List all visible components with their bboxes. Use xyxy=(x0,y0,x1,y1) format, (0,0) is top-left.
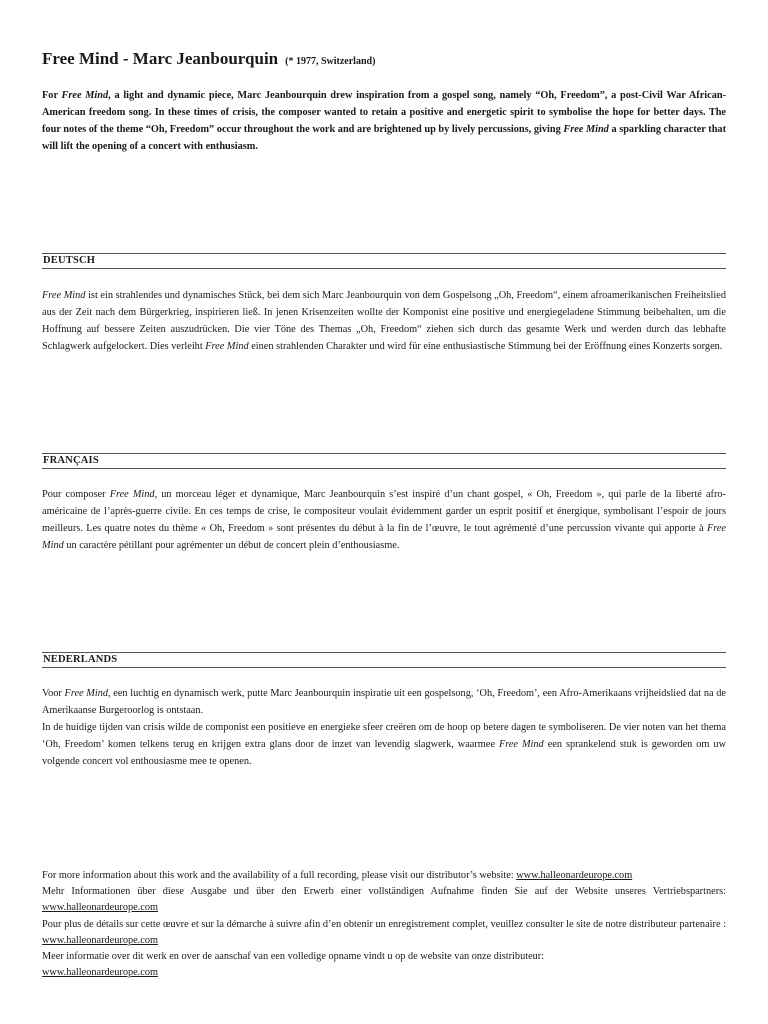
work-title-italic: Free Mind xyxy=(498,739,544,750)
footer-line-en xyxy=(42,868,726,884)
work-title-italic: Free Mind xyxy=(61,90,109,101)
work-title-italic: Free Mind xyxy=(42,290,86,301)
distributor-link[interactable]: www.halleonardeurope.com xyxy=(42,967,158,979)
work-title-italic: Free Mind xyxy=(64,688,109,699)
footer-text-de: Mehr Informationen über diese Ausgabe und über den Erwerb einer vollständigen Aufnahme finden Sie auf der Website unseres Vertriebspartners: xyxy=(42,886,726,898)
section-heading-label: FRANÇAIS xyxy=(43,455,99,466)
francais-text-3: un caractère pétillant pour agrémenter un début de concert plein d’enthousiasme. xyxy=(63,540,400,551)
footer-line-fr xyxy=(42,917,726,949)
section-heading-nederlands xyxy=(42,652,726,668)
paragraph-deutsch xyxy=(42,287,726,355)
deutsch-text-2: einen strahlenden Charakter und wird für eine enthusiastische Stimmung bei der Eröffnung eines Konzerts sorgen. xyxy=(248,341,723,352)
nederlands-text-1: Voor xyxy=(42,688,65,699)
intro-paragraph xyxy=(42,87,726,155)
title-line xyxy=(42,49,375,69)
composer-dates: (* 1977, Switzerland) xyxy=(285,56,376,67)
footer-info xyxy=(42,868,726,981)
section-heading-deutsch xyxy=(42,253,726,269)
work-title-italic: Free Mind xyxy=(42,523,726,551)
work-title-italic: Free Mind xyxy=(563,124,609,135)
deutsch-text-1: ist ein strahlendes und dynamisches Stück, bei dem sich Marc Jeanbourquin von dem Gospelsong „Oh, Freedom“, einem afroamerikanischen Freiheitslied aus der Zeit nach dem Bürgerkrieg, inspirieren ließ. In jenen Krisenzeiten wollte der Komponist eine positive und energiegeladene Stimmung beibehalten, um die Hoffnung auf bessere Zeiten auszudrücken. Die vier Töne des Themas „Oh, Freedom“ ziehen sich durch das gesamte Werk und werden durch das lebhafte Schlagwerk aufgelockert. Dies verleiht xyxy=(42,290,726,352)
work-title-italic: Free Mind xyxy=(205,341,249,352)
footer-text-nl: Meer informatie over dit werk en over de aanschaf van een volledige opname vindt u op de website van onze distributeur: xyxy=(42,951,545,963)
work-title-italic: Free Mind xyxy=(109,489,155,500)
page-title: Free Mind - Marc Jeanbourquin xyxy=(42,49,279,68)
francais-text-1: Pour composer xyxy=(42,489,110,500)
section-heading-label: NEDERLANDS xyxy=(43,654,118,665)
francais-text-2: , un morceau léger et dynamique, Marc Jeanbourquin s’est inspiré d’un chant gospel, « Oh, Freedom », qui parle de la liberté afro-américaine de l’après-guerre civile. En ces temps de crise, le compositeur voulait évidemment garder un esprit positif et énergique, symbolisant l’espoir de jours meilleurs. Les quatre notes du thème « Oh, Freedom » sont présentes du début à la fin de l’œuvre, le tout agrémenté d’une percussion vivante qui apporte à xyxy=(42,489,726,534)
nederlands-text-2: , een luchtig en dynamisch werk, putte Marc Jeanbourquin inspiratie uit een gospelsong, ‘Oh, Freedom’, een Afro-Amerikaans vrijheidslied dat na de Amerikaanse Burgeroorlog is ontstaan. xyxy=(42,688,726,716)
footer-line-nl xyxy=(42,949,726,981)
distributor-link[interactable]: www.halleonardeurope.com xyxy=(516,870,633,881)
footer-line-de xyxy=(42,884,726,916)
nederlands-text-4: een sprankelend stuk is geworden om uw volgende concert vol enthousiasme mee te openen. xyxy=(42,739,726,767)
nederlands-text-3: In de huidige tijden van crisis wilde de componist een positieve en energieke sfeer creëren om de hoop op betere dagen te symboliseren. De vier noten van het thema ‘Oh, Freedom’ komen telkens terug en krijgen extra glans door de inzet van levendig slagwerk, waarmee xyxy=(42,722,726,750)
intro-text-3: a sparkling character that will lift the opening of a concert with enthusiasm. xyxy=(42,124,727,152)
footer-text-fr: Pour plus de détails sur cette œuvre et sur la démarche à suivre afin d’en obtenir un enregistrement complet, veuillez consulter le site de notre distributeur partenaire : xyxy=(42,918,726,930)
footer-text-en: For more information about this work and the availability of a full recording, please visit our distributor’s website: xyxy=(42,870,517,881)
distributor-link[interactable]: www.halleonardeurope.com xyxy=(42,902,158,914)
intro-text-2: , a light and dynamic piece, Marc Jeanbourquin drew inspiration from a gospel song, namely “Oh, Freedom”, a post-Civil War African-American freedom song. In these times of crisis, the composer wanted to retain a positive and energetic spirit to symbolise the hope for better days. The four notes of the theme “Oh, Freedom” occur throughout the work and are brightened up by lively percussions, giving xyxy=(42,90,726,135)
paragraph-francais xyxy=(42,486,726,554)
section-heading-label: DEUTSCH xyxy=(43,255,96,266)
distributor-link[interactable]: www.halleonardeurope.com xyxy=(42,934,158,946)
paragraph-nederlands xyxy=(42,685,726,770)
intro-text-1: For xyxy=(42,90,62,101)
section-heading-francais xyxy=(42,453,726,469)
